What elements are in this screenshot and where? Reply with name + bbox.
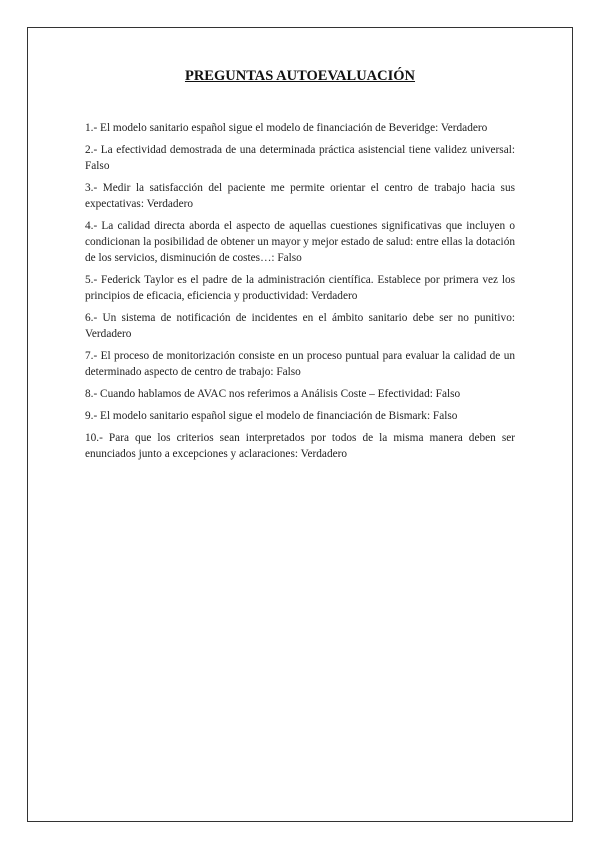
question-item: 1.- El modelo sanitario español sigue el modelo de financiación de Beveridge: Verdadero (85, 122, 488, 134)
question-item: 9.- El modelo sanitario español sigue el modelo de financiación de Bismark: Falso (85, 410, 458, 422)
question-item: 3.- Medir la satisfacción del paciente me permite orientar el centro de trabajo hacia sus expectativas: Verdadero (85, 182, 515, 210)
question-item: 6.- Un sistema de notificación de incidentes en el ámbito sanitario debe ser no punitivo: Verdadero (85, 312, 515, 340)
question-list (85, 120, 515, 468)
question-item: 7.- El proceso de monitorización consiste en un proceso puntual para evaluar la calidad de un determinado aspecto de centro de trabajo: Falso (85, 350, 515, 378)
question-item: 8.- Cuando hablamos de AVAC nos referimos a Análisis Coste – Efectividad: Falso (85, 388, 461, 400)
question-item: 5.- Federick Taylor es el padre de la administración científica. Establece por primera vez los principios de eficacia, eficiencia y productividad: Verdadero (85, 274, 515, 302)
question-item: 4.- La calidad directa aborda el aspecto de aquellas cuestiones significativas que incluyen o condicionan la posibilidad de obtener un mayor y mejor estado de salud: entre ellas la dotación de los servicios, disminución de costes…: Falso (85, 220, 515, 264)
page-title: PREGUNTAS AUTOEVALUACIÓN (184, 68, 416, 84)
question-item: 2.- La efectividad demostrada de una determinada práctica asistencial tiene validez universal: Falso (85, 144, 515, 172)
question-item: 10.- Para que los criterios sean interpretados por todos de la misma manera deben ser enunciados junto a excepciones y aclaraciones: Verdadero (85, 432, 515, 460)
